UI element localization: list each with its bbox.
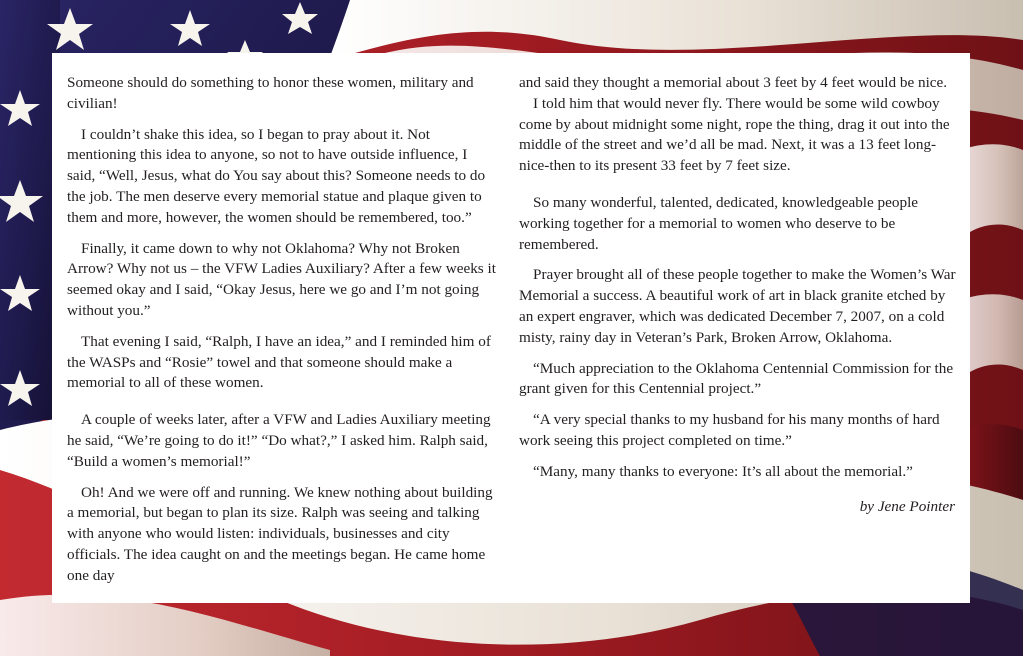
article-paragraph: Finally, it came down to why not Oklahoma? Why not Broken Arrow? Why not us – the VFW Ladies Auxiliary? After a few weeks it seemed okay and I said, “Okay Jesus, here we go and I’m not going without you.” (67, 239, 496, 319)
article-paragraph: I told him that would never fly. There would be some wild cowboy come by about midnight some night, rope the thing, drag it out into the middle of the street and we’d all be mad. Next, it was a 13 feet long-nice-then to its present 33 feet by 7 feet size. (519, 94, 950, 175)
article-paragraph: I couldn’t shake this idea, so I began to pray about it. Not mentioning this idea to anyone, so not to have outside influence, I said, “Well, Jesus, what do You say about this? Someone needs to do the job. The men deserve every memorial statue and plaque given to them and more, however, the women should be remembered, too.” (67, 125, 486, 226)
article-paragraph: and said they thought a memorial about 3 feet by 4 feet would be nice. (519, 74, 948, 91)
article-paragraph: A couple of weeks later, after a VFW and Ladies Auxiliary meeting he said, “We’re going to do it!” “Do what?,” I asked him. Ralph said, “Build a women’s memorial!” (67, 411, 491, 470)
article-byline: by Jene Pointer (859, 497, 955, 515)
article-paragraph: Oh! And we were off and running. We knew nothing about building a memorial, but began to plan its size. Ralph was seeing and talking with anyone who would listen: individuals, businesses and city officials. The idea caught on and the meetings began. He came home one day (67, 483, 493, 584)
article-paragraph: Someone should do something to honor these women, military and civilian! (67, 74, 474, 112)
article-right-column (519, 73, 959, 527)
article-paragraph: “Much appreciation to the Oklahoma Centennial Commission for the grant given for this Centennial project.” (519, 359, 954, 398)
article-card (52, 53, 970, 603)
article-paragraph: “Many, many thanks to everyone: It’s all about the memorial.” (533, 462, 913, 480)
article-paragraph: Prayer brought all of these people together to make the Women’s War Memorial a success. A beautiful work of art in black granite etched by an expert engraver, which was dedicated December 7, 2007, on a cold misty, rainy day in Veteran’s Park, Broken Arrow, Oklahoma. (519, 266, 956, 346)
article-paragraph: So many wonderful, talented, dedicated, knowledgeable people working together for a memorial to women who deserve to be remembered. (519, 193, 919, 253)
article-paragraph: “A very special thanks to my husband for his many months of hard work seeing this project completed on time.” (519, 411, 940, 449)
article-paragraph: That evening I said, “Ralph, I have an idea,” and I reminded him of the WASPs and “Rosie” towel and that someone should make a memorial to all of these women. (67, 332, 491, 392)
article-left-column (67, 73, 497, 597)
